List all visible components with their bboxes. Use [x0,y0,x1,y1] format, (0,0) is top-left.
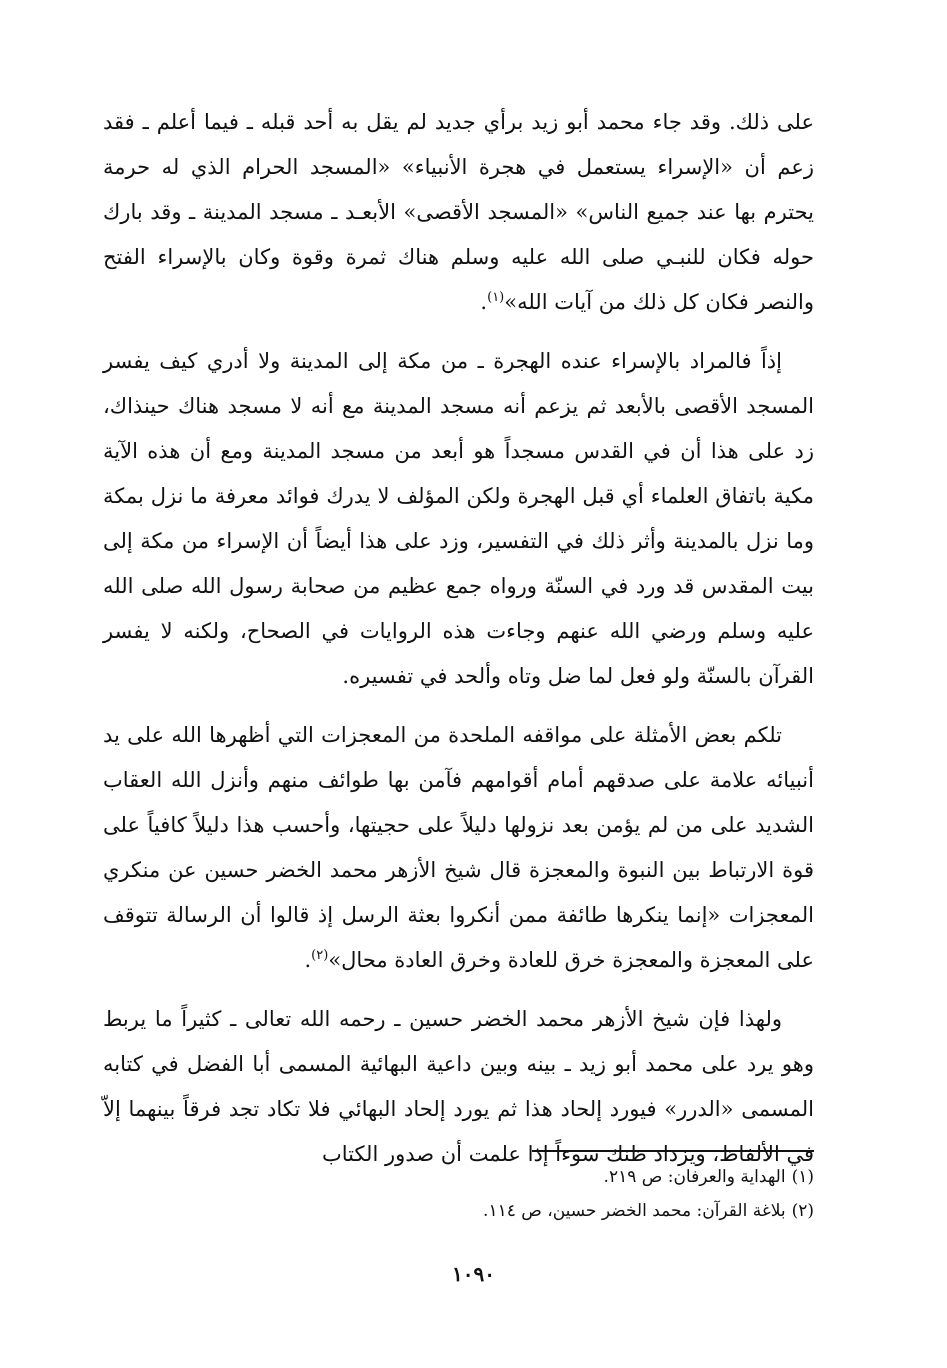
footnote-2 [300,1194,814,1228]
footnote-2-text: بلاغة القرآن: محمد الخضر حسين، ص ١١٤. [483,1201,786,1221]
paragraph-2 [103,339,814,699]
footnotes [300,1160,814,1228]
paragraph-3 [103,713,814,983]
footnote-1-number: (١) [791,1167,814,1187]
paragraph-1-end: . [480,290,488,314]
footnote-2-number: (٢) [791,1201,814,1221]
footnote-1-text: الهداية والعرفان: ص ٢١٩. [603,1167,786,1187]
main-text [103,100,814,1191]
footnote-ref-1: (١) [487,290,505,305]
footnote-divider [532,1150,814,1152]
paragraph-3-text: تلكم بعض الأمثلة على مواقفه الملحدة من المعجزات التي أظهرها الله على يد أنبيائه علامة على صدقهم أمام أقوامهم فآمن بها طوائف منهم وأنزل الله العقاب الشديد على من لم يؤمن بعد نزولها دليلاً على حجيتها، وأحسب هذا دليلاً كافياً على قوة الارتباط بين النبوة والمعجزة قال شيخ الأزهر محمد الخضر حسين عن منكري المعجزات «إنما ينكرها طائفة ممن أنكروا بعثة الرسل إذ قالوا أن الرسالة تتوقف على المعجزة والمعجزة خرق للعادة وخرق العادة محال» [103,723,814,972]
paragraph-3-end: . [304,948,312,972]
footnote-1 [300,1160,814,1194]
paragraph-4-text: ولهذا فإن شيخ الأزهر محمد الخضر حسين ـ رحمه الله تعالى ـ كثيراً ما يربط وهو يرد على محمد أبو زيد ـ بينه وبين داعية البهائية المسمى أبا الفضل في كتابه المسمى «الدرر» فيورد إلحاد هذا ثم يورد إلحاد البهائي فلا تكاد تجد فرقاً بينهما إلاّ في الألفاظ، ويزداد ظنك سوءاً إذا علمت أن صدور الكتاب [103,1007,814,1166]
page-number: ١٠٩٠ [452,1262,495,1286]
paragraph-1 [103,100,814,325]
paragraph-1-text: على ذلك. وقد جاء محمد أبو زيد برأي جديد لم يقل به أحد قبله ـ فيما أعلم ـ فقد زعم أن «الإسراء يستعمل في هجرة الأنبياء» «المسجد الحرام الذي له حرمة يحترم بها عند جميع الناس» «المسجد الأقصى» الأبعـد ـ مسجد المدينة ـ وقد بارك حوله فكان للنبـي صلى الله عليه وسلم هناك ثمرة وقوة وكان بالإسراء الفتح والنصر فكان كل ذلك من آيات الله» [103,110,814,314]
footnote-ref-2: (٢) [311,948,329,963]
paragraph-2-text: إذاً فالمراد بالإسراء عنده الهجرة ـ من مكة إلى المدينة ولا أدري كيف يفسر المسجد الأقصى بالأبعد ثم يزعم أنه مسجد المدينة مع أنه لا مسجد هناك حينذاك، زد على هذا أن في القدس مسجداً هو أبعد من مسجد المدينة ومع أن هذه الآية مكية باتفاق العلماء أي قبل الهجرة ولكن المؤلف لا يدرك فوائد معرفة ما نزل بمكة وما نزل بالمدينة وأثر ذلك في التفسير، وزد على هذا أيضاً أن الإسراء من مكة إلى بيت المقدس قد ورد في السنّة ورواه جمع عظيم من صحابة رسول الله صلى الله عليه وسلم ورضي الله عنهم وجاءت هذه الروايات في الصحاح، ولكنه لا يفسر القرآن بالسنّة ولو فعل لما ضل وتاه وألحد في تفسيره. [103,349,814,688]
